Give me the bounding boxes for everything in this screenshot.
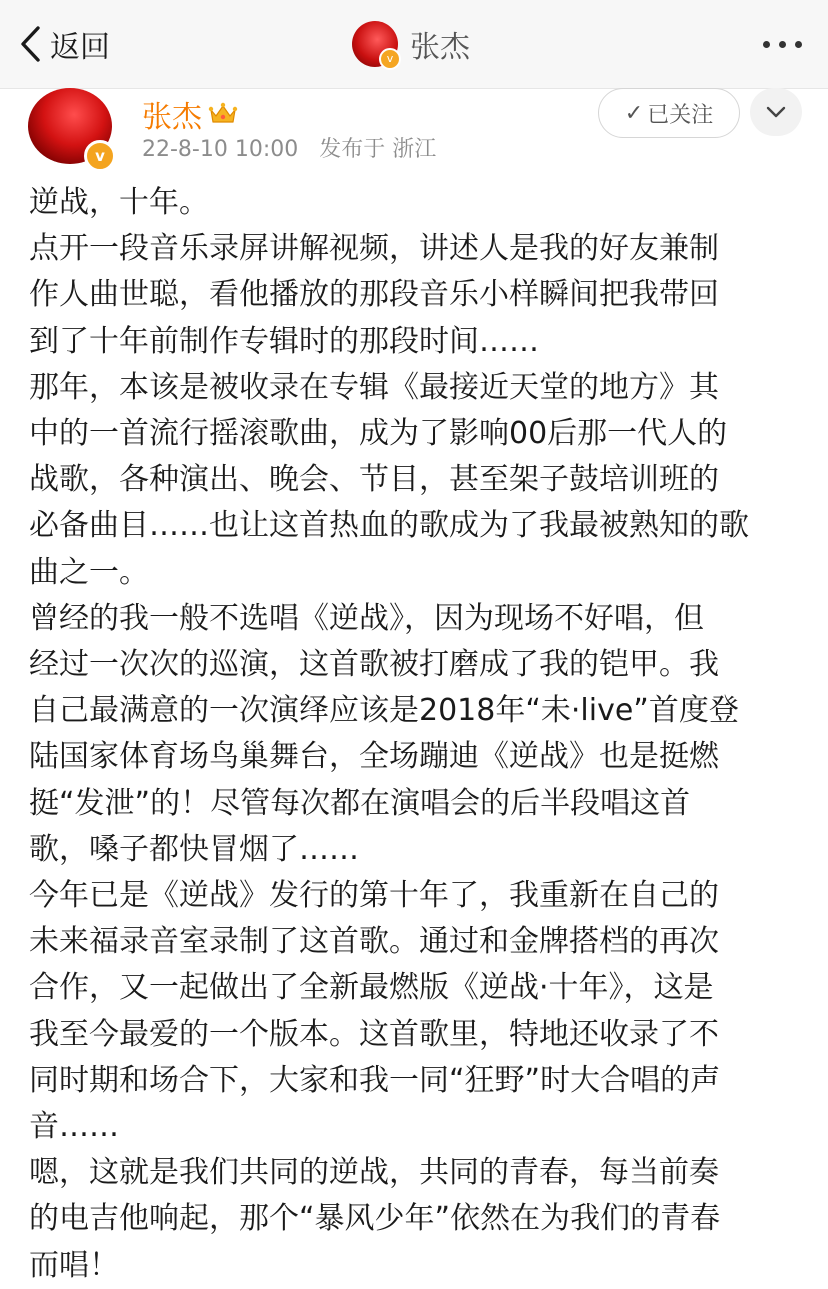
- nav-user[interactable]: [352, 18, 470, 70]
- post-body: [29, 180, 805, 1289]
- nav-avatar: [352, 21, 398, 67]
- verified-badge-icon: v: [379, 48, 401, 70]
- avatar[interactable]: [28, 88, 112, 164]
- follow-button[interactable]: [598, 88, 740, 138]
- more-icon[interactable]: [763, 28, 802, 60]
- post-location: 发布于 浙江: [319, 137, 437, 162]
- verified-badge-icon: v: [84, 140, 116, 172]
- post-paragraph: 嗯，这就是我们共同的逆战，共同的青春，每当前奏 的电吉他响起，那个“暴风少年”依然在为我们的青春 而唱！: [29, 1155, 721, 1283]
- post-paragraph: 点开一段音乐录屏讲解视频，讲述人是我的好友兼制 作人曲世聪，看他播放的那段音乐小样瞬间把我带回 到了十年前制作专辑时的那段时间……: [29, 231, 719, 359]
- chevron-down-icon: [765, 105, 787, 119]
- back-button[interactable]: [18, 22, 110, 66]
- chevron-left-icon: [18, 24, 44, 64]
- follow-label: 已关注: [647, 102, 714, 128]
- back-label: 返回: [50, 30, 110, 65]
- post-timestamp: 22-8-10 10:00: [142, 137, 299, 162]
- author-name: 张杰: [142, 100, 202, 135]
- post-paragraph: 逆战，十年。: [29, 185, 209, 220]
- post-header: [0, 88, 828, 180]
- crown-icon: [208, 102, 238, 126]
- post-paragraph: 曾经的我一般不选唱《逆战》，因为现场不好唱，但 经过一次次的巡演，这首歌被打磨成了我的铠甲。我 自己最满意的一次演绎应该是2018年“未·live”首度登 陆国家体育场鸟巢舞台，全场蹦迪《逆战》也是挺燃 挺“发泄”的！尽管每次都在演唱会的后半段唱这首 歌，嗓子都快冒烟了……: [29, 600, 739, 867]
- dot: [763, 41, 770, 48]
- author-name-row[interactable]: [142, 92, 238, 136]
- expand-menu-button[interactable]: [750, 88, 802, 136]
- nav-title: 张杰: [410, 30, 470, 65]
- post-paragraph: 今年已是《逆战》发行的第十年了，我重新在自己的 未来福录音室录制了这首歌。通过和金牌搭档的再次 合作，又一起做出了全新最燃版《逆战·十年》，这是 我至今最爱的一个版本。这首歌里，特地还收录了不 同时期和场合下，大家和我一同“狂野”时大合唱的声 音……: [29, 878, 721, 1145]
- navigation-bar: [0, 0, 828, 89]
- dot: [795, 41, 802, 48]
- post-paragraph: 那年，本该是被收录在专辑《最接近天堂的地方》其 中的一首流行摇滚歌曲，成为了影响00后那一代人的 战歌，各种演出、晚会、节目，甚至架子鼓培训班的 必备曲目……也让这首热血的歌成为了我最被熟知的歌 曲之一。: [29, 369, 749, 590]
- post-meta: [142, 132, 436, 163]
- dot: [779, 41, 786, 48]
- check-icon: ✓: [624, 100, 644, 126]
